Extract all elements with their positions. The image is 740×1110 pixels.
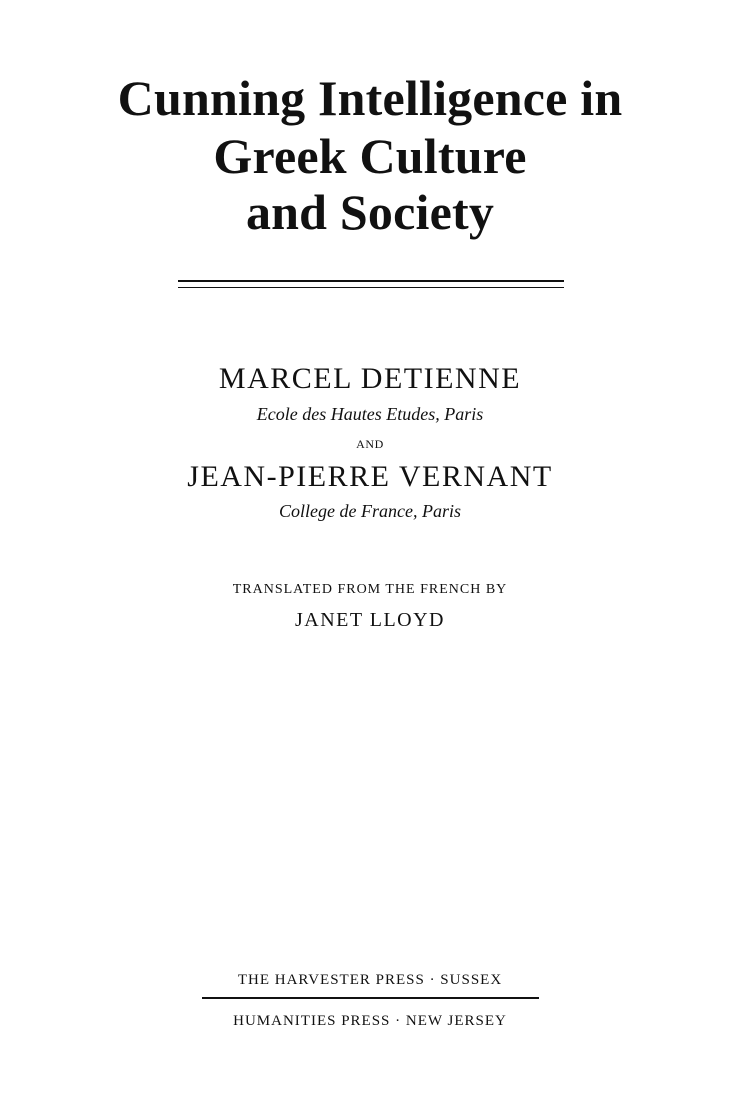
- author-affiliation-1: Ecole des Hautes Etudes, Paris: [256, 404, 484, 424]
- author-name-1: MARCEL DETIENNE: [218, 362, 522, 395]
- author-conjunction: AND: [356, 437, 384, 451]
- title-line-1: Cunning Intelligence in: [117, 70, 623, 126]
- publisher-divider: [202, 997, 539, 999]
- translator-name: JANET LLOYD: [294, 609, 445, 631]
- author-affiliation-2: College de France, Paris: [279, 501, 461, 521]
- translation-note: TRANSLATED FROM THE FRENCH BY: [232, 582, 508, 597]
- author-name-2: JEAN-PIERRE VERNANT: [187, 460, 553, 493]
- title-line-3: and Society: [245, 184, 495, 240]
- publisher-line-1: THE HARVESTER PRESS · SUSSEX: [237, 972, 503, 988]
- title-divider-thick: [178, 280, 564, 282]
- title-line-2: Greek Culture: [213, 128, 527, 184]
- title-divider-thin: [178, 287, 564, 288]
- publisher-line-2: HUMANITIES PRESS · NEW JERSEY: [233, 1013, 507, 1029]
